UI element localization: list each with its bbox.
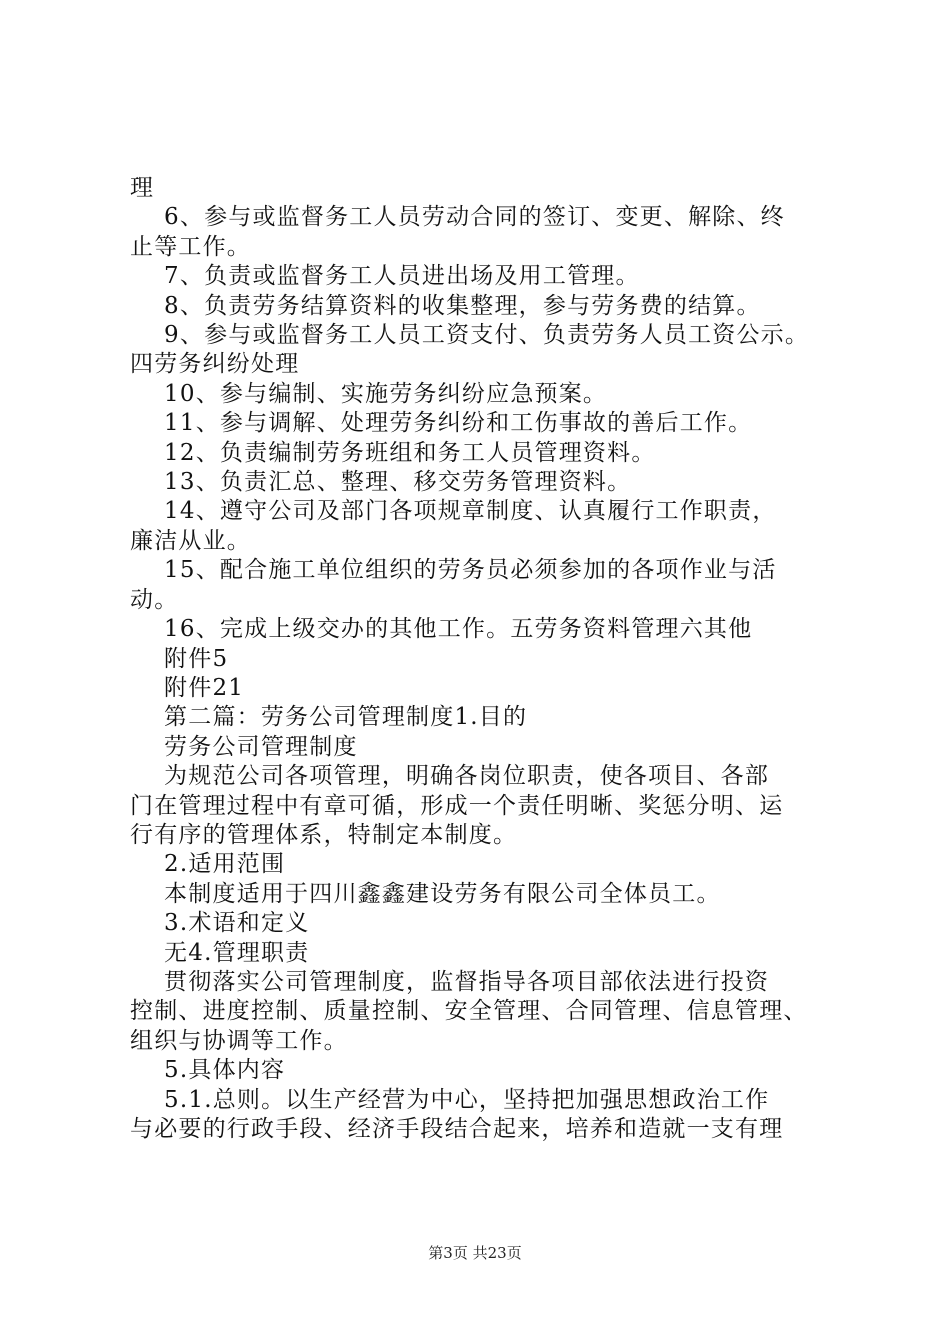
text-line: 贯彻落实公司管理制度，监督指导各项目部依法进行投资 [130, 968, 770, 995]
section-heading: 无4.管理职责 [130, 939, 310, 966]
text-line: 9、参与或监督务工人员工资支付、负责劳务人员工资公示。 [130, 322, 810, 349]
text-line: 与必要的行政手段、经济手段结合起来，培养和造就一支有理 [130, 1116, 784, 1142]
text-line: 为规范公司各项管理，明确各岗位职责，使各项目、各部 [130, 763, 770, 790]
text-line: 14、遵守公司及部门各项规章制度、认真履行工作职责， [130, 498, 777, 525]
text-line: 本制度适用于四川鑫鑫建设劳务有限公司全体员工。 [130, 880, 721, 907]
section-heading: 四劳务纠纷处理 [130, 351, 300, 378]
text-line: 动。 [130, 586, 179, 613]
text-line: 8、负责劳务结算资料的收集整理，参与劳务费的结算。 [130, 292, 761, 319]
text-line: 行有序的管理体系，特制定本制度。 [130, 821, 518, 848]
text-line: 10、参与编制、实施劳务纠纷应急预案。 [130, 380, 608, 407]
text-line: 16、完成上级交办的其他工作。五劳务资料管理六其他 [130, 616, 753, 643]
text-line: 止等工作。 [130, 233, 251, 260]
text-line: 附件21 [130, 674, 245, 701]
document-body [130, 174, 845, 1144]
text-line: 6、参与或监督务工人员劳动合同的签订、变更、解除、终 [130, 204, 785, 231]
text-line: 13、负责汇总、整理、移交劳务管理资料。 [130, 469, 632, 496]
page-footer [0, 1242, 950, 1263]
text-line: 门在管理过程中有章可循，形成一个责任明晰、奖惩分明、运 [130, 792, 784, 819]
text-line: 15、配合施工单位组织的劳务员必须参加的各项作业与活 [130, 557, 777, 584]
section-heading: 3.术语和定义 [130, 910, 310, 937]
text-line: 控制、进度控制、质量控制、安全管理、合同管理、信息管理、 [130, 998, 808, 1025]
text-line: 理 [130, 175, 155, 201]
section-heading: 劳务公司管理制度 [130, 733, 358, 760]
page-number-label: 第3页 共23页 [428, 1244, 522, 1262]
text-line: 7、负责或监督务工人员进出场及用工管理。 [130, 263, 640, 290]
text-line: 5.1.总则。以生产经营为中心，坚持把加强思想政治工作 [130, 1086, 770, 1113]
text-line: 附件5 [130, 645, 229, 672]
text-line: 12、负责编制劳务班组和务工人员管理资料。 [130, 439, 656, 466]
text-line: 组织与协调等工作。 [130, 1027, 348, 1054]
text-line: 11、参与调解、处理劳务纠纷和工伤事故的善后工作。 [130, 410, 753, 437]
text-line: 廉洁从业。 [130, 527, 251, 554]
section-heading: 5.具体内容 [130, 1057, 286, 1084]
section-heading: 第二篇：劳务公司管理制度1.目的 [130, 704, 528, 731]
section-heading: 2.适用范围 [130, 851, 286, 878]
